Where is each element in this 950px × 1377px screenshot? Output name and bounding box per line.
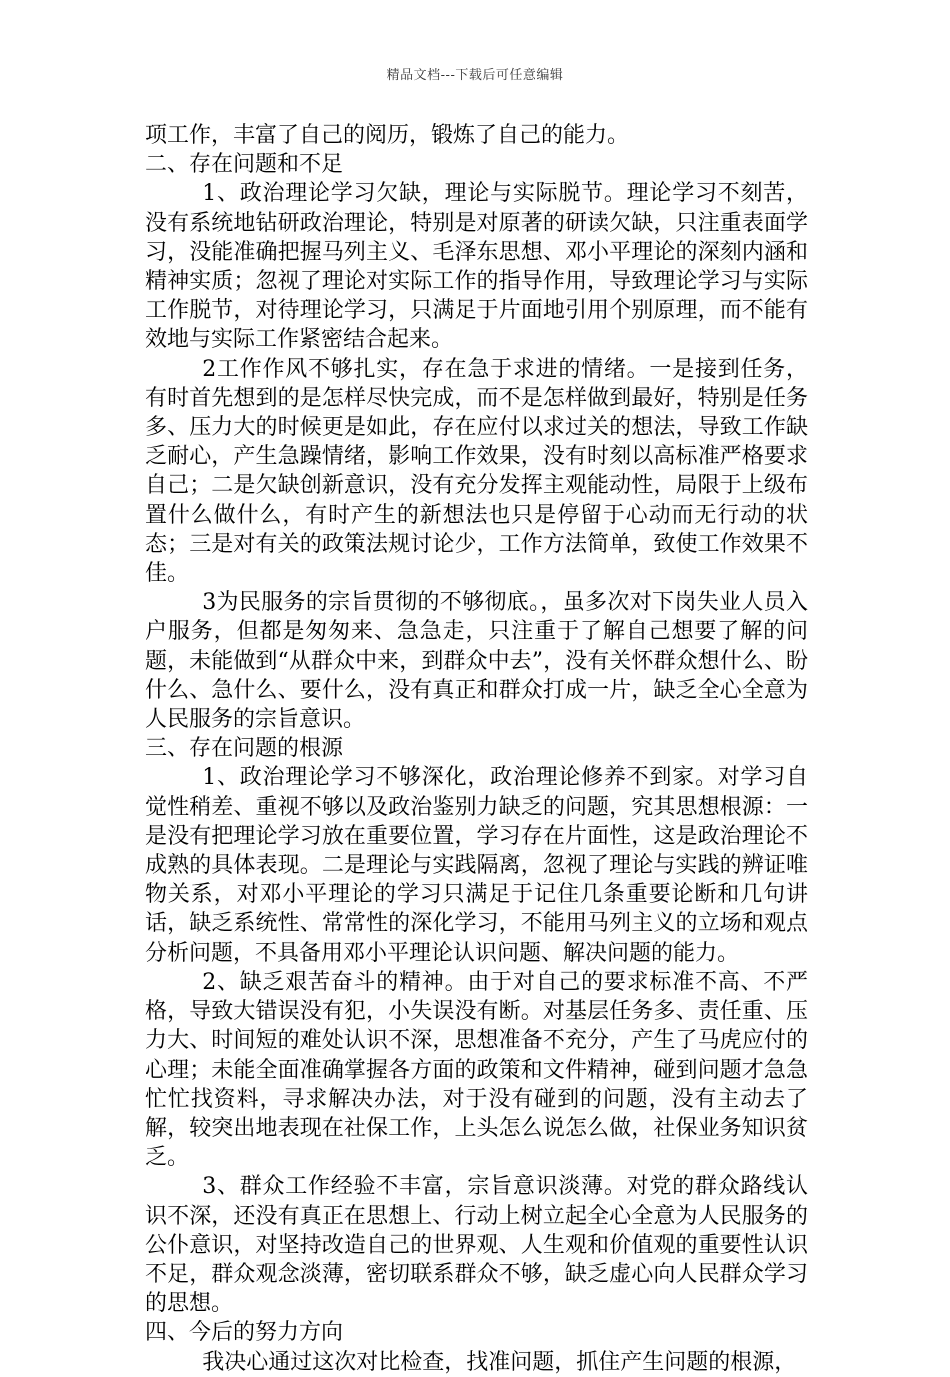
paragraph-continuation: 项工作，丰富了自己的阅历，锻炼了自己的能力。	[145, 123, 630, 148]
paragraph-cause-3: 3、群众工作经验不丰富，宗旨意识淡薄。对党的群众路线认识不深，还没有真正在思想上、行动上树立起全心全意为人民服务的公仆意识，对坚持改造自己的世界观、人生观和价值观的重要性认识不足，群众观念淡薄，密切联系群众不够，缺乏虚心向人民群众学习的思想。	[145, 1174, 808, 1317]
paragraph-problem-1: 1、政治理论学习欠缺，理论与实际脱节。理论学习不刻苦，没有系统地钻研政治理论，特别是对原著的研读欠缺，只注重表面学习，没能准确把握马列主义、毛泽东思想、邓小平理论的深刻内涵和精神实质；忽视了理论对实际工作的指导作用，导致理论学习与实际工作脱节，对待理论学习，只满足于片面地引用个别原理，而不能有效地与实际工作紧密结合起来。	[145, 181, 808, 353]
page-header: 精品文档---下载后可任意编辑	[386, 68, 564, 83]
paragraph-cause-1: 1、政治理论学习不够深化，政治理论修养不到家。对学习自觉性稍差、重视不够以及政治鉴别力缺乏的问题，究其思想根源：一是没有把理论学习放在重要位置，学习存在片面性，这是政治理论不成熟的具体表现。二是理论与实践隔离，忽视了理论与实践的辨证唯物关系，对邓小平理论的学习只满足于记住几条重要论断和几句讲话，缺乏系统性、常常性的深化学习，不能用马列主义的立场和观点分析问题，不具备用邓小平理论认识问题、解决问题的能力。	[145, 765, 808, 966]
paragraph-future-1: 我决心通过这次对比检查，找准问题，抓住产生问题的根源，	[202, 1349, 797, 1375]
section-heading-future-direction: 四、今后的努力方向	[145, 1320, 344, 1346]
section-heading-root-causes: 三、存在问题的根源	[145, 736, 344, 762]
paragraph-problem-2: 2工作作风不够扎实，存在急于求进的情绪。一是接到任务，有时首先想到的是怎样尽快完成，而不是怎样做到最好，特别是任务多、压力大的时候更是如此，存在应付以求过关的想法，导致工作缺乏耐心，产生急躁情绪，影响工作效果，没有时刻以高标准严格要求自己；二是欠缺创新意识，没有充分发挥主观能动性，局限于上级布置什么做什么，有时产生的新想法也只是停留于心动而无行动的状态；三是对有关的政策法规讨论少，工作方法简单，致使工作效果不佳。	[145, 356, 808, 587]
paragraph-problem-3: 3为民服务的宗旨贯彻的不够彻底。，虽多次对下岗失业人员入户服务，但都是匆匆来、急急走，只注重于了解自己想要了解的问题，未能做到“从群众中来，到群众中去”，没有关怀群众想什么、盼什么、急什么、要什么，没有真正和群众打成一片，缺乏全心全意为人民服务的宗旨意识。	[145, 590, 808, 733]
paragraph-cause-2: 2、缺乏艰苦奋斗的精神。由于对自己的要求标准不高、不严格，导致大错误没有犯，小失误没有断。对基层任务多、责任重、压力大、时间短的难处认识不深，思想准备不充分，产生了马虎应付的心理；未能全面准确掌握各方面的政策和文件精神，碰到问题才急急忙忙找资料，寻求解决办法，对于没有碰到的问题，没有主动去了解，较突出地表现在社保工作，上头怎么说怎么做，社保业务知识贫乏。	[145, 969, 808, 1171]
section-heading-problems: 二、存在问题和不足	[145, 152, 344, 178]
document-body	[145, 121, 808, 1377]
